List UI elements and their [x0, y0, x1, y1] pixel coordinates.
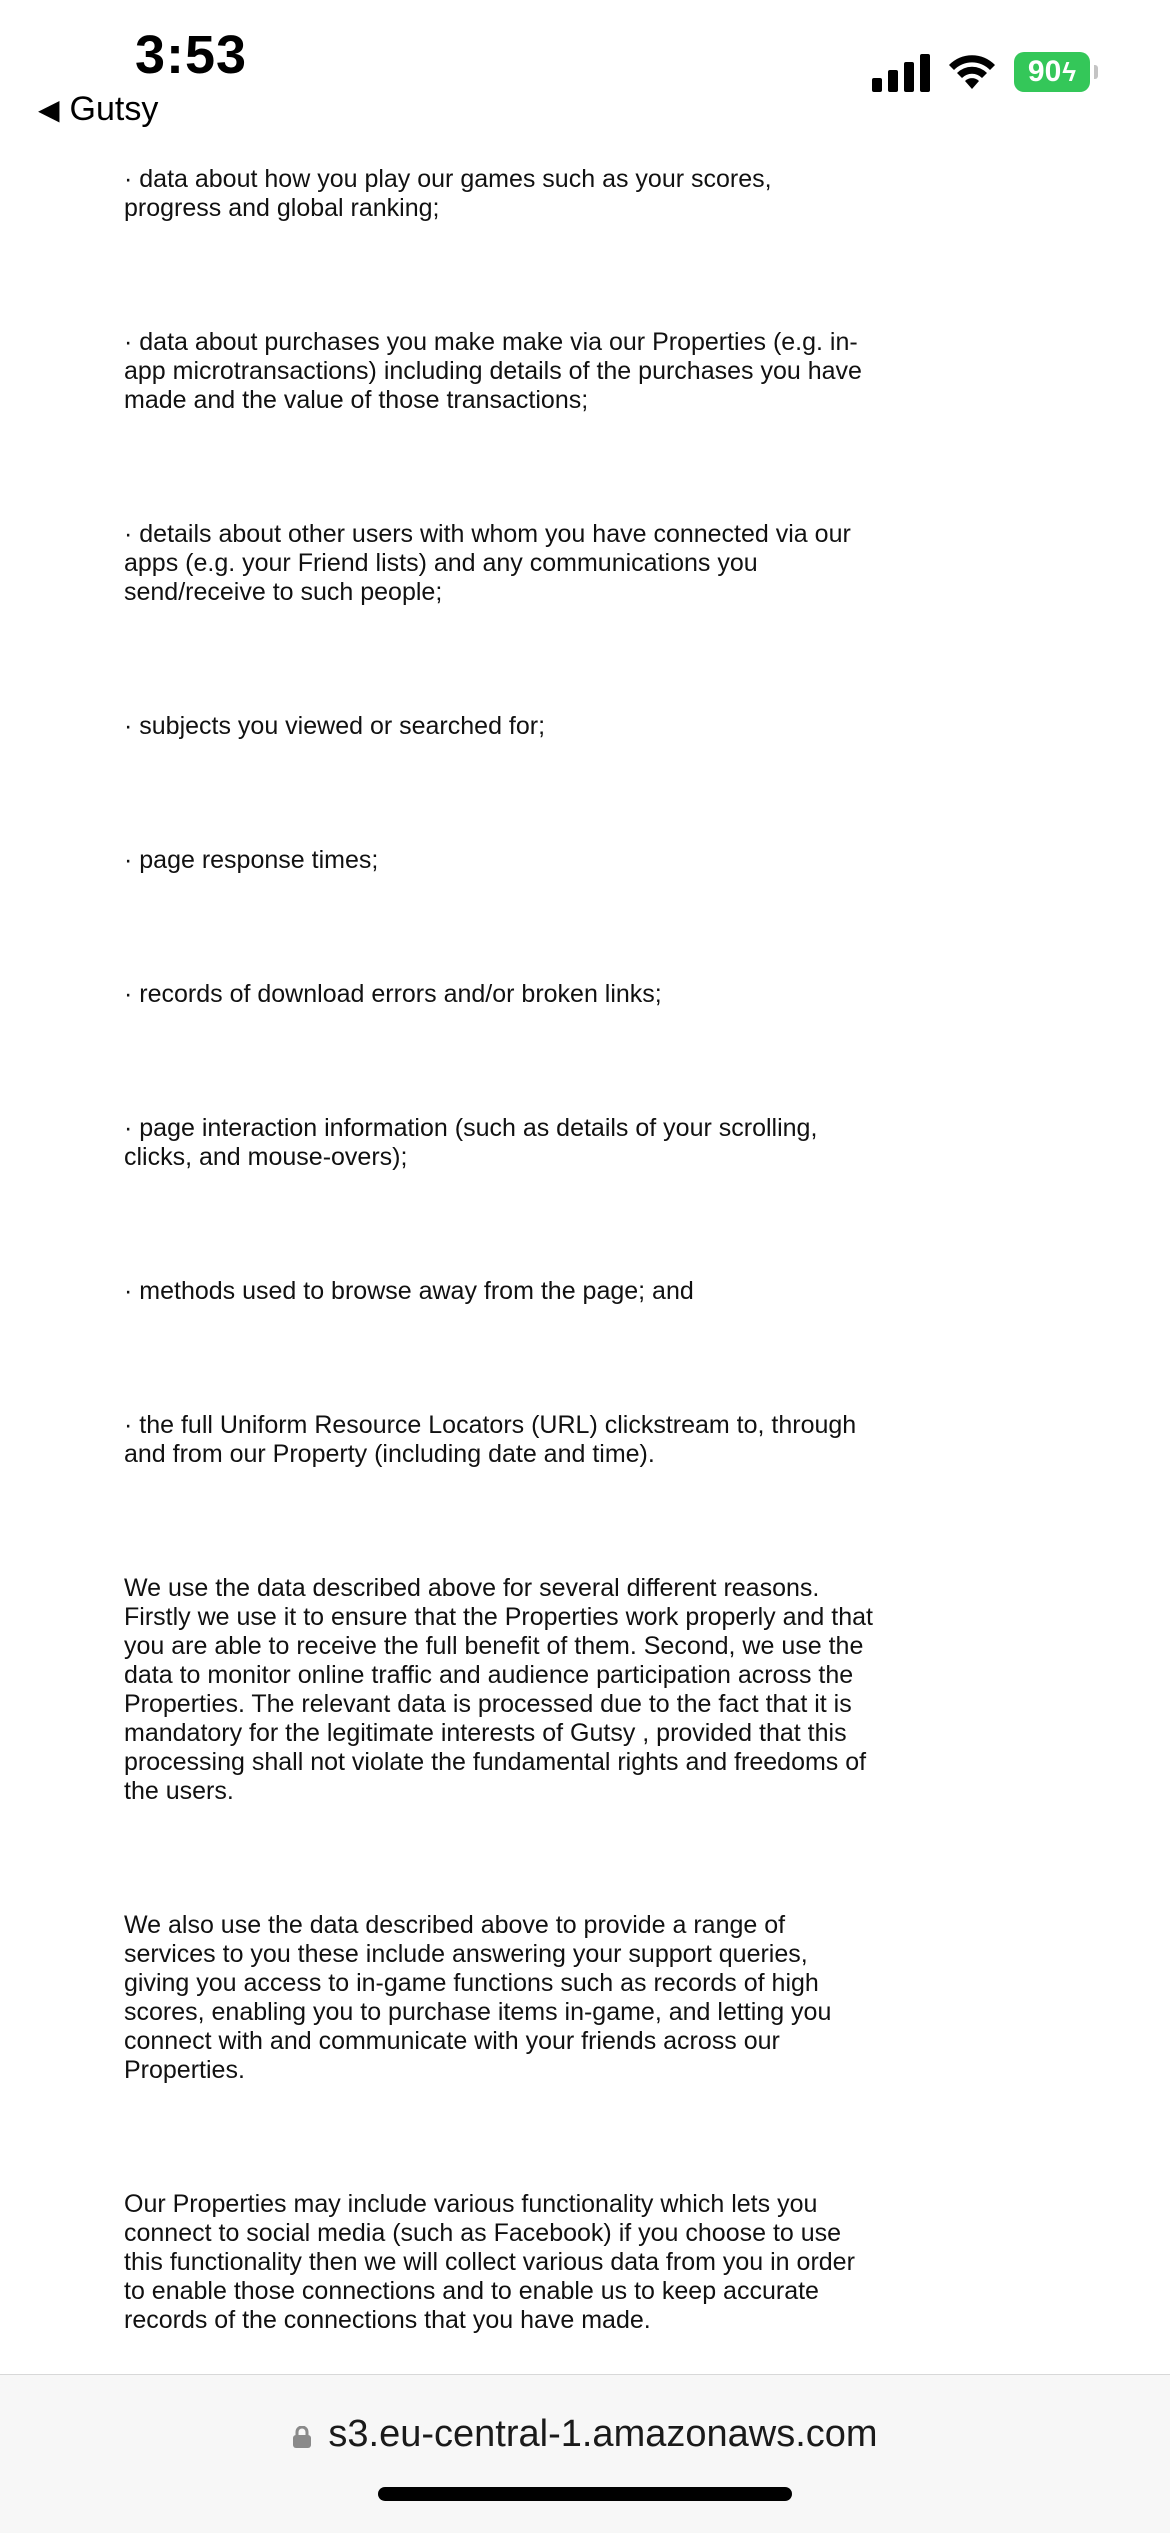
browser-bottom-bar: [0, 2374, 1170, 2533]
home-indicator[interactable]: [378, 2487, 792, 2501]
status-time: 3:53: [135, 25, 248, 85]
paragraph: · the full Uniform Resource Locators (URL) clickstream to, through and from our Property (including date and time).: [124, 1411, 857, 1468]
lock-icon: [292, 2426, 312, 2448]
paragraph: Our Properties may include various functionality which lets you connect to social media (such as Facebook) if you choose to use this functionality then we will collect various data from you in order to enable those connections and to enable us to keep accurate records of the connections that you have made.: [124, 2190, 855, 2334]
battery-icon: 90 ϟ: [1014, 52, 1090, 92]
paragraph: · details about other users with whom you have connected via our apps (e.g. your Friend lists) and any communications you send/receive to such people;: [124, 520, 851, 606]
wifi-icon: [948, 53, 996, 91]
battery-level: 90: [1027, 55, 1062, 88]
back-link[interactable]: [38, 90, 158, 129]
url-text: s3.eu-central-1.amazonaws.com: [328, 2413, 878, 2455]
status-icons: [872, 52, 1090, 92]
paragraph: · data about how you play our games such as your scores, progress and global ranking;: [124, 165, 772, 222]
paragraph: · data about purchases you make make via our Properties (e.g. in-app microtransactions) including details of the purchases you have made and the value of those transactions;: [124, 328, 862, 414]
paragraph: · records of download errors and/or broken links;: [124, 980, 662, 1008]
paragraph: · methods used to browse away from the page; and: [124, 1277, 694, 1305]
paragraph: · subjects you viewed or searched for;: [124, 712, 546, 740]
back-label: Gutsy: [69, 90, 159, 128]
paragraph: · page interaction information (such as details of your scrolling, clicks, and mouse-overs);: [124, 1114, 818, 1171]
back-arrow-icon: ◀: [38, 94, 60, 125]
policy-content: [124, 165, 874, 2440]
paragraph: We also use the data described above to provide a range of services to you these include answering your support queries, giving you access to in-game functions such as records of high scores, enabling you to purchase items in-game, and letting you connect with and communicate with your friends across our Properties.: [124, 1911, 832, 2084]
address-bar[interactable]: [0, 2413, 1170, 2456]
paragraph: We use the data described above for several different reasons. Firstly we use it to ensure that the Properties work properly and that you are able to receive the full benefit of them. Second, we use the data to monitor online traffic and audience participation across the Properties. The relevant data is processed due to the fact that it is mandatory for the legitimate interests of Gutsy , provided that this processing shall not violate the fundamental rights and freedoms of the users.: [124, 1574, 873, 1805]
signal-icon: [872, 52, 930, 92]
paragraph: · page response times;: [124, 846, 379, 874]
